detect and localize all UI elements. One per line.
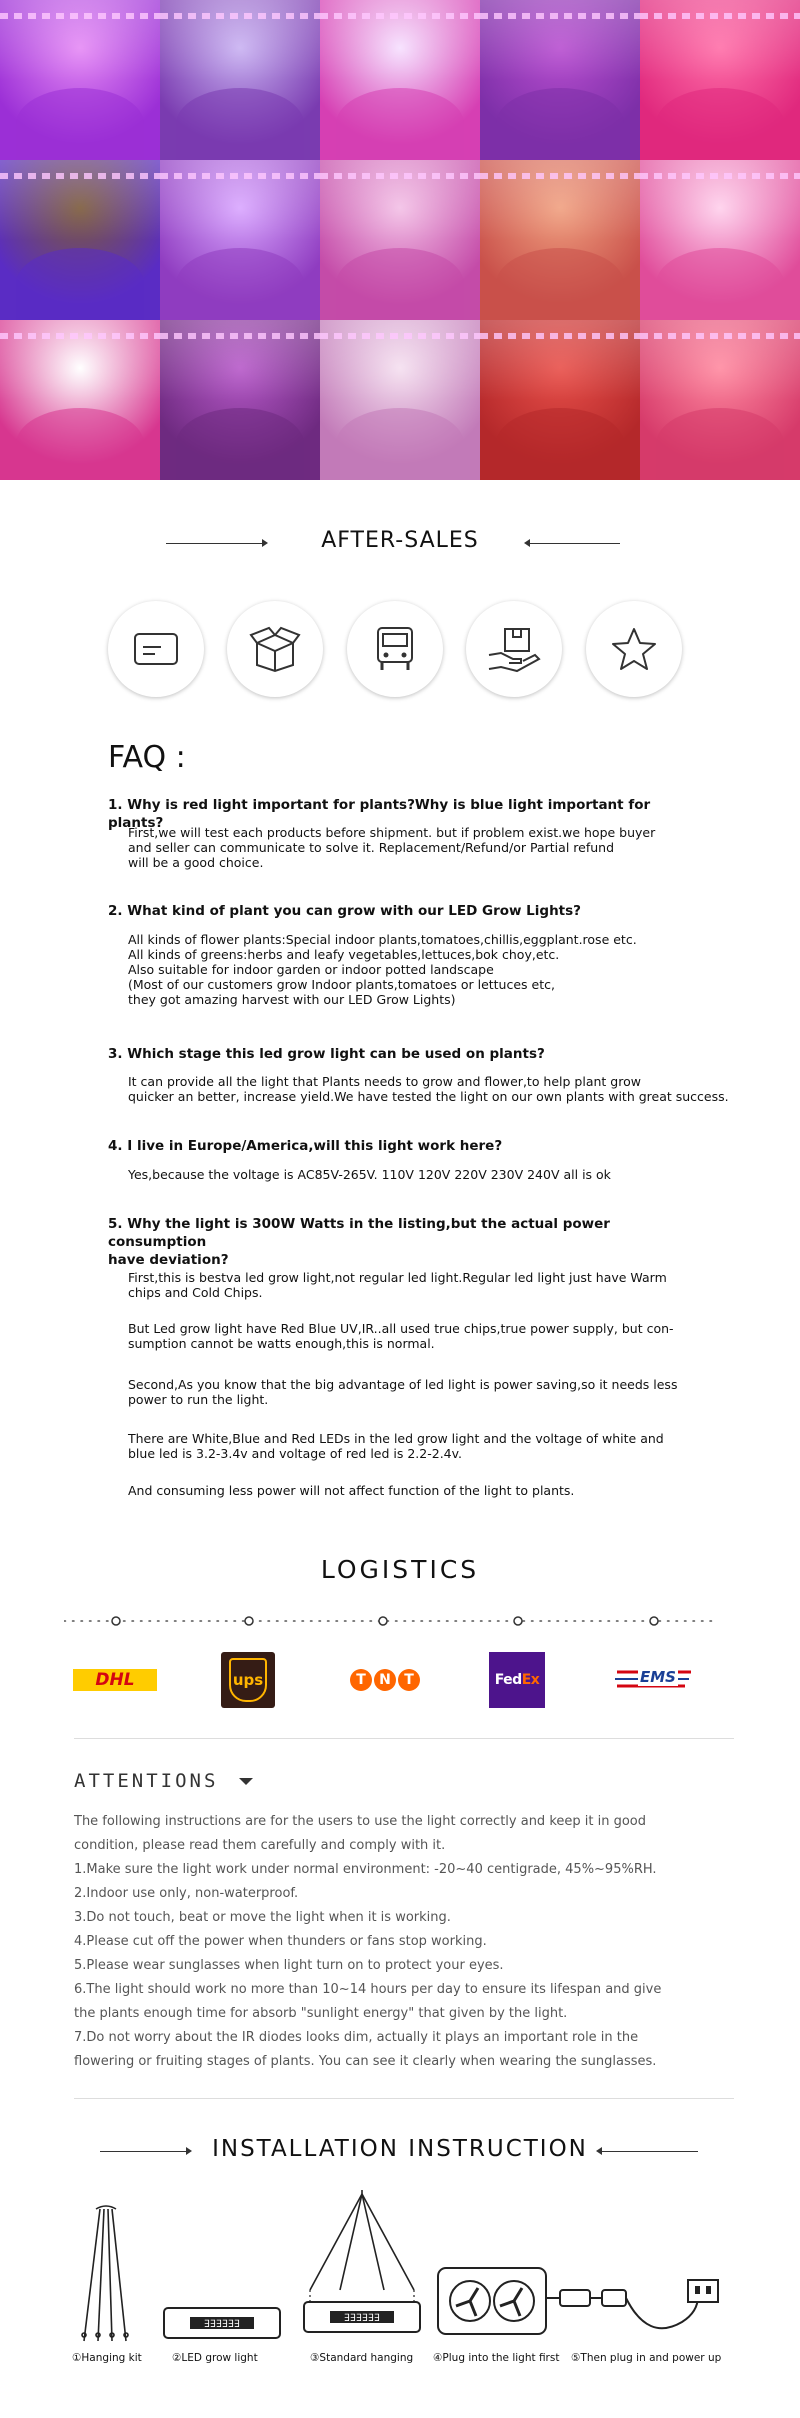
hand-package-icon <box>466 601 562 697</box>
tnt-logo-t2: T <box>398 1669 420 1691</box>
install-rule-right <box>602 2151 698 2152</box>
faq-answer-2: All kinds of flower plants:Special indoor plants,tomatoes,chillis,eggplant.rose etc. All kinds of greens:herbs and leafy vegetables,lettuces,bok choy,etc. Also suitable for indoor garden or indoor potted landscape (Most of our customers grow Indoor plants,tomatoes or lettuces etc, they got amazing harvest with our LED Grow Lights) <box>128 932 637 1007</box>
attentions-title[interactable] <box>74 1770 253 1792</box>
install-step-4: ④Plug into the light first <box>433 2352 560 2364</box>
attention-line: 3.Do not touch, beat or move the light when it is working. <box>74 1910 451 1925</box>
after-sales-title: AFTER-SALES <box>321 528 479 553</box>
tnt-logo-t1: T <box>350 1669 372 1691</box>
faq-answer-5-p5: And consuming less power will not affect function of the light to plants. <box>128 1483 575 1498</box>
install-step-2: ②LED grow light <box>172 2352 258 2364</box>
delivery-truck-icon <box>347 601 443 697</box>
installation-title: INSTALLATION INSTRUCTION <box>212 2136 588 2162</box>
heading-rule-left <box>166 543 262 544</box>
svg-text:∃∃∃∃∃∃: ∃∃∃∃∃∃ <box>343 2313 381 2324</box>
red-leaves-tile <box>640 0 800 160</box>
grow-room-purple-tile <box>0 0 160 160</box>
succulent-pots-tile <box>320 160 480 320</box>
lab-shelves-tile <box>160 160 320 320</box>
attention-line: 5.Please wear sunglasses when light turn on to protect your eyes. <box>74 1958 504 1973</box>
logistics-divider <box>74 1738 734 1739</box>
star-icon <box>586 601 682 697</box>
vertical-farm-tile <box>480 160 640 320</box>
attentions-divider <box>74 2098 734 2099</box>
payment-card-icon <box>108 601 204 697</box>
plug-in-illustration <box>436 2262 736 2346</box>
led-grow-light-illustration <box>160 2300 284 2344</box>
faq-answer-5-p1: First,this is bestva led grow light,not regular led light.Regular led light just have Warm chips and Cold Chips. <box>128 1270 667 1300</box>
heading-arrow-right <box>262 539 268 547</box>
attention-line: The following instructions are for the users to use the light correctly and keep it in good <box>74 1814 646 1829</box>
attentions-body <box>74 1810 714 2074</box>
fedex-logo <box>488 1652 546 1708</box>
faq-answer-1: First,we will test each products before shipment. but if problem exist.we hope buyer and seller can communicate to solve it. Replacement/Refund/or Partial refund will be a good choice. <box>128 825 656 870</box>
heading-rule-right <box>530 543 620 544</box>
standard-hanging-illustration <box>300 2190 424 2346</box>
greenhouse-rows-tile <box>160 0 320 160</box>
fedex-logo-text: FedEx <box>494 1672 540 1688</box>
caret-down-icon <box>239 1778 253 1785</box>
faq-title: FAQ : <box>108 740 186 775</box>
seedlings-under-panel-tile <box>320 0 480 160</box>
faq-question-2: 2. What kind of plant you can grow with our LED Grow Lights? <box>108 903 582 919</box>
faq-question-5: 5. Why the light is 300W Watts in the listing,but the actual power consumption have deviation? <box>108 1216 610 1268</box>
hanging-kit-illustration <box>70 2205 140 2345</box>
install-step-1: ①Hanging kit <box>72 2352 142 2364</box>
ups-logo-text: ups <box>232 1671 264 1689</box>
attention-line: 6.The light should work no more than 10~14 hours per day to ensure its lifespan and give <box>74 1982 662 1997</box>
svg-text:∃∃∃∃∃∃: ∃∃∃∃∃∃ <box>203 2319 241 2330</box>
grow-cabinet-tile <box>0 320 160 480</box>
leafy-plant-tile <box>480 0 640 160</box>
attention-line: 2.Indoor use only, non-waterproof. <box>74 1886 299 1901</box>
faq-answer-4: Yes,because the voltage is AC85V-265V. 110V 120V 220V 230V 240V all is ok <box>128 1167 611 1182</box>
sprouts-under-light-tile <box>320 320 480 480</box>
tnt-logo-n: N <box>374 1669 396 1691</box>
package-box-icon <box>227 601 323 697</box>
chili-peppers-tile <box>480 320 640 480</box>
dark-leaves-tile <box>160 320 320 480</box>
dhl-logo <box>72 1652 158 1708</box>
potted-cactus-tile <box>0 160 160 320</box>
plant-photo-collage <box>0 0 800 480</box>
faq-answer-3: It can provide all the light that Plants needs to grow and flower,to help plant grow quicker an better, increase yield.We have tested the light on our own plants with great success. <box>128 1074 729 1104</box>
faq-question-1: 1. Why is red light important for plants?Why is blue light important for plants? <box>108 797 651 831</box>
install-arrow-right <box>186 2147 192 2155</box>
logistics-title: LOGISTICS <box>320 1555 480 1584</box>
attention-line: 7.Do not worry about the IR diodes looks dim, actually it plays an important role in the <box>74 2030 639 2045</box>
faq-question-4: 4. I live in Europe/America,will this light work here? <box>108 1138 503 1154</box>
attention-line: flowering or fruiting stages of plants. You can see it clearly when wearing the sunglasses. <box>74 2054 657 2069</box>
attention-line: the plants enough time for absorb "sunlight energy" that given by the light. <box>74 2006 568 2021</box>
faq-answer-5-p3: Second,As you know that the big advantage of led light is power saving,so it needs less power to run the light. <box>128 1377 678 1407</box>
ups-logo <box>220 1652 276 1708</box>
attention-line: 1.Make sure the light work under normal environment: -20~40 centigrade, 45%~95%RH. <box>74 1862 657 1877</box>
pink-grow-room-tile <box>640 160 800 320</box>
ems-logo <box>614 1652 694 1708</box>
ems-logo-text: EMS <box>640 1668 676 1686</box>
logistics-dotted-timeline <box>64 1616 714 1626</box>
attentions-title-text: ATTENTIONS <box>74 1770 219 1792</box>
faq-answer-5-p2: But Led grow light have Red Blue UV,IR..all used true chips,true power supply, but con- sumption cannot be watts enough,this is normal. <box>128 1321 674 1351</box>
install-rule-left <box>100 2151 186 2152</box>
pepper-plants-tile <box>640 320 800 480</box>
tnt-logo <box>348 1652 422 1708</box>
install-step-5: ⑤Then plug in and power up <box>571 2352 722 2364</box>
dhl-logo-text: DHL <box>95 1670 135 1690</box>
faq-answer-5-p4: There are White,Blue and Red LEDs in the led grow light and the voltage of white and blue led is 3.2-3.4v and voltage of red led is 2.2-2.4v. <box>128 1431 664 1461</box>
install-step-3: ③Standard hanging <box>310 2352 414 2364</box>
faq-question-3: 3. Which stage this led grow light can be used on plants? <box>108 1046 545 1062</box>
attention-line: condition, please read them carefully and comply with it. <box>74 1838 446 1853</box>
attention-line: 4.Please cut off the power when thunders or fans stop working. <box>74 1934 487 1949</box>
